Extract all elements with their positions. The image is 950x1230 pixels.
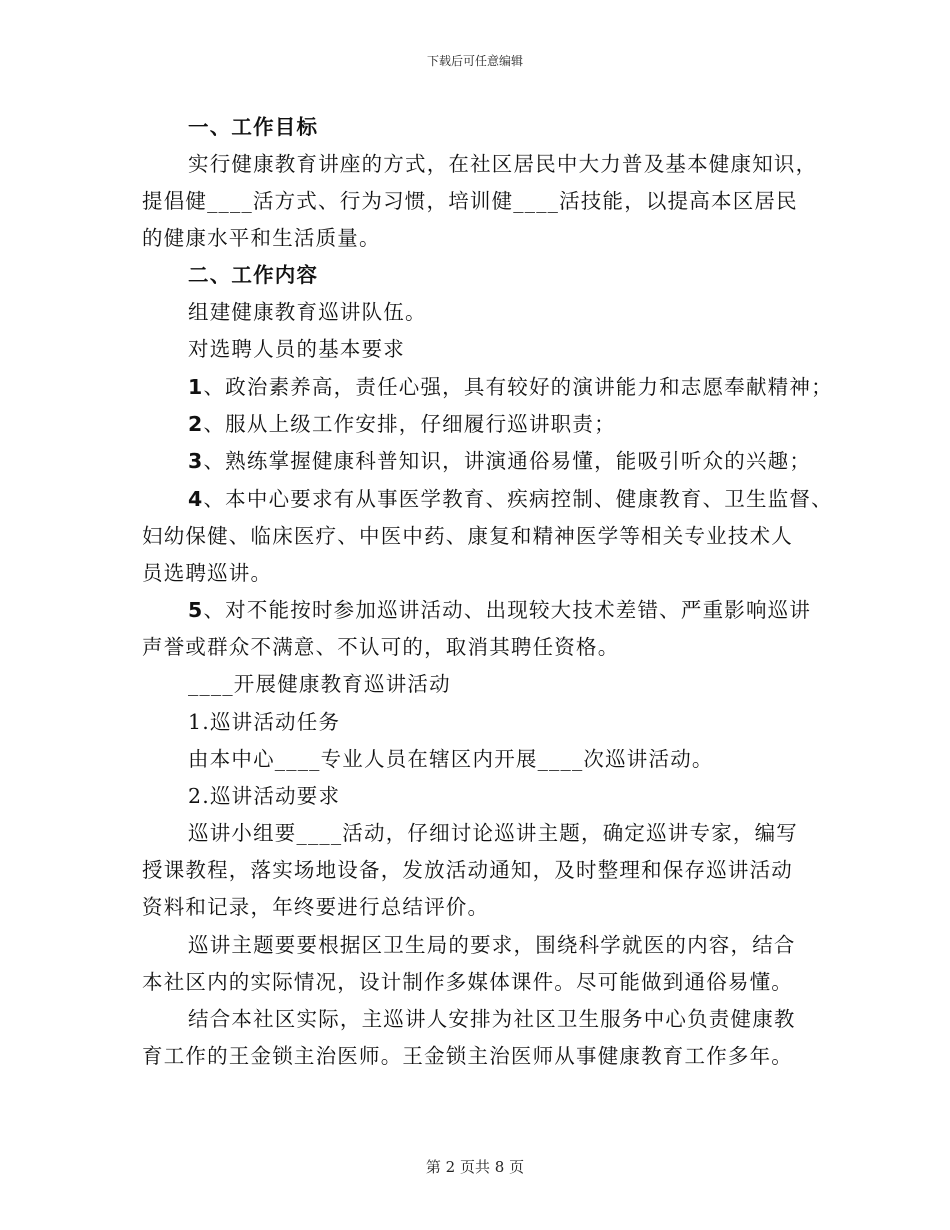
list-number: 2 [188, 412, 204, 436]
paragraph-line: 实行健康教育讲座的方式，在社区居民中大力普及基本健康知识， [188, 152, 818, 176]
list-item-5 [188, 596, 811, 624]
list-text: 、熟练掌握健康科普知识，讲演通俗易懂，能吸引听众的兴趣； [203, 449, 812, 473]
list-number: 4 [188, 487, 204, 511]
paragraph-line: 育工作的王金锁主治医师。王金锁主治医师从事健康教育工作多年。 [142, 1044, 793, 1068]
paragraph-line: 巡讲主题要要根据区卫生局的要求，围绕科学就医的内容，结合 [188, 933, 796, 957]
paragraph-line: 员选聘巡讲。 [142, 561, 273, 585]
section-heading-content: 二、工作内容 [188, 263, 319, 287]
paragraph-line: 声誉或群众不满意、不认可的，取消其聘任资格。 [142, 635, 620, 659]
page-number: 第 2 页共 8 页 [425, 1158, 525, 1176]
paragraph-line: 资料和记录，年终要进行总结评价。 [142, 895, 490, 919]
list-number: 3 [188, 449, 204, 473]
paragraph-line: ____开展健康教育巡讲活动 [188, 672, 451, 696]
paragraph-line: 本社区内的实际情况，设计制作多媒体课件。尽可能做到通俗易懂。 [142, 970, 793, 994]
paragraph-line: 的健康水平和生活质量。 [142, 226, 381, 250]
paragraph-line: 对选聘人员的基本要求 [188, 337, 405, 361]
list-number: 5 [188, 598, 204, 622]
subheading-requirements: 2.巡讲活动要求 [188, 784, 341, 808]
list-text: 、本中心要求有从事医学教育、疾病控制、健康教育、卫生监督、 [203, 487, 833, 511]
paragraph-line: 提倡健____活方式、行为习惯，培训健____活技能，以提高本区居民 [142, 189, 798, 213]
list-item-3 [188, 447, 811, 475]
list-text: 、政治素养高，责任心强，具有较好的演讲能力和志愿奉献精神； [203, 375, 833, 399]
paragraph-line: 妇幼保健、临床医疗、中医中药、康复和精神医学等相关专业技术人 [142, 524, 793, 548]
paragraph-line: 组建健康教育巡讲队伍。 [188, 300, 427, 324]
page-header: 下载后可任意编辑 [426, 54, 523, 68]
list-text: 、对不能按时参加巡讲活动、出现较大技术差错、严重影响巡讲 [203, 598, 812, 622]
list-number: 1 [188, 375, 204, 399]
list-item-1 [188, 373, 833, 401]
paragraph-line: 授课教程，落实场地设备，发放活动通知，及时整理和保存巡讲活动 [142, 858, 793, 882]
paragraph-line: 由本中心____专业人员在辖区内开展____次巡讲活动。 [188, 747, 714, 771]
list-item-4 [188, 485, 833, 513]
subheading-task: 1.巡讲活动任务 [188, 710, 341, 734]
list-item-2 [188, 410, 616, 438]
paragraph-line: 结合本社区实际，主巡讲人安排为社区卫生服务中心负责健康教 [188, 1007, 796, 1031]
section-heading-goals: 一、工作目标 [188, 115, 319, 139]
paragraph-line: 巡讲小组要____活动，仔细讨论巡讲主题，确定巡讲专家，编写 [188, 821, 798, 845]
list-text: 、服从上级工作安排，仔细履行巡讲职责； [203, 412, 616, 436]
